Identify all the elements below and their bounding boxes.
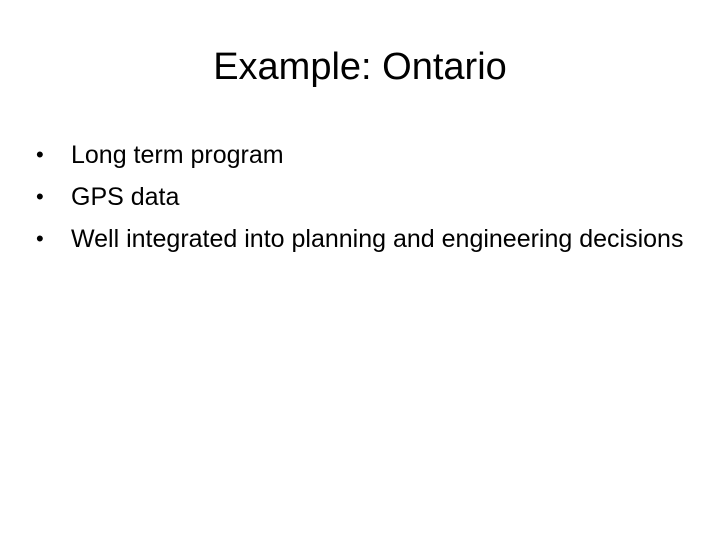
bullet-item — [36, 218, 686, 260]
bullet-marker: • — [36, 184, 44, 209]
slide-title: Example: Ontario — [213, 46, 507, 88]
bullet-list — [36, 134, 686, 260]
bullet-marker: • — [36, 142, 44, 167]
bullet-marker: • — [36, 226, 44, 251]
bullet-text: Long term program — [71, 141, 284, 169]
bullet-text: GPS data — [71, 183, 180, 211]
bullet-item — [36, 176, 686, 218]
bullet-item — [36, 134, 686, 176]
bullet-text: Well integrated into planning and engineering decisions — [71, 225, 684, 253]
